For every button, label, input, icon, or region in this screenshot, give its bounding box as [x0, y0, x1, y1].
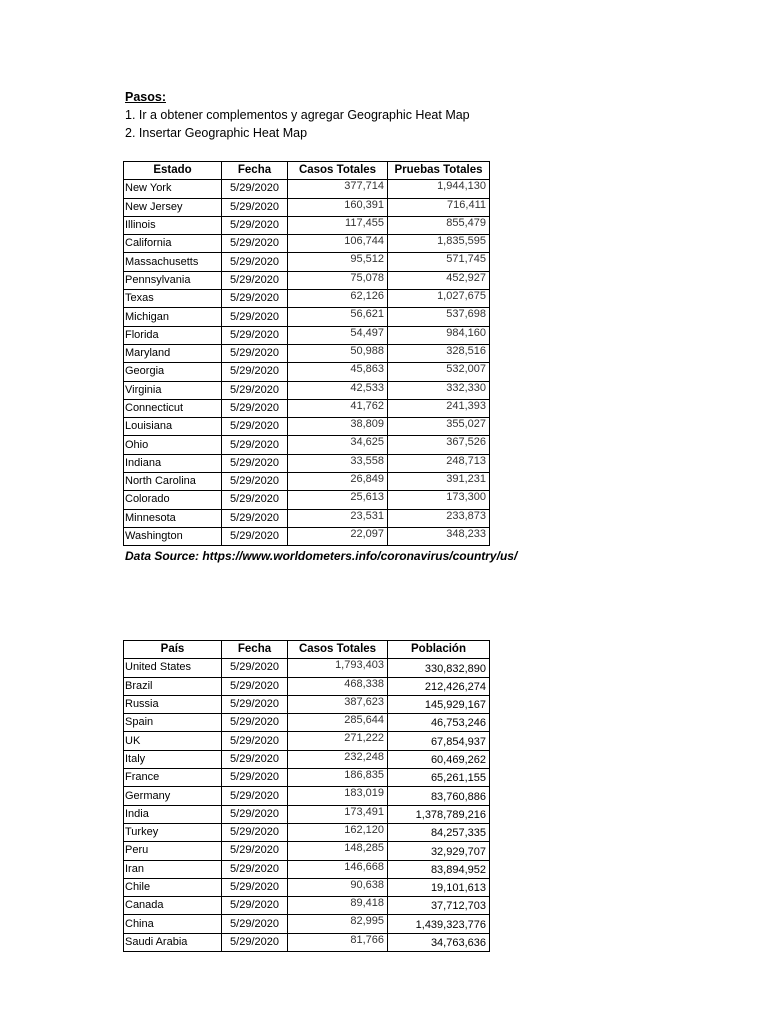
cell-name: New Jersey: [124, 198, 222, 216]
country-row: [124, 823, 490, 841]
cell-name: Saudi Arabia: [124, 933, 222, 951]
cell-name: Louisiana: [124, 418, 222, 436]
cell-last-value: 65,261,155: [388, 769, 490, 787]
header-fecha: Fecha: [222, 641, 288, 659]
country-row: [124, 732, 490, 750]
countries-header-row: [124, 641, 490, 659]
cell-date: 5/29/2020: [222, 418, 288, 436]
cell-total-cases: 106,744: [288, 235, 388, 253]
state-row: [124, 381, 490, 399]
cell-name: New York: [124, 180, 222, 198]
cell-total-cases: 26,849: [288, 473, 388, 491]
state-row: [124, 363, 490, 381]
cell-total-cases: 22,097: [288, 527, 388, 545]
cell-last-value: 83,894,952: [388, 860, 490, 878]
cell-date: 5/29/2020: [222, 860, 288, 878]
cell-date: 5/29/2020: [222, 769, 288, 787]
country-row: [124, 695, 490, 713]
cell-last-value: 248,713: [388, 454, 490, 472]
cell-last-value: 1,378,789,216: [388, 805, 490, 823]
steps-block: [125, 88, 470, 142]
cell-name: Iran: [124, 860, 222, 878]
step-item-1: 1. Ir a obtener complementos y agregar Geographic Heat Map: [125, 108, 470, 122]
cell-last-value: 83,760,886: [388, 787, 490, 805]
cell-name: Massachusetts: [124, 253, 222, 271]
cell-last-value: 34,763,636: [388, 933, 490, 951]
cell-name: Turkey: [124, 823, 222, 841]
state-row: [124, 473, 490, 491]
cell-total-cases: 34,625: [288, 436, 388, 454]
country-row: [124, 659, 490, 677]
cell-date: 5/29/2020: [222, 344, 288, 362]
cell-date: 5/29/2020: [222, 363, 288, 381]
cell-total-cases: 56,621: [288, 308, 388, 326]
country-row: [124, 750, 490, 768]
cell-date: 5/29/2020: [222, 216, 288, 234]
cell-name: Connecticut: [124, 399, 222, 417]
cell-name: Indiana: [124, 454, 222, 472]
cell-total-cases: 75,078: [288, 271, 388, 289]
state-row: [124, 454, 490, 472]
cell-last-value: 571,745: [388, 253, 490, 271]
cell-total-cases: 38,809: [288, 418, 388, 436]
header-pais: País: [124, 641, 222, 659]
country-row: [124, 714, 490, 732]
cell-last-value: 84,257,335: [388, 823, 490, 841]
header-casos-totales: Casos Totales: [288, 641, 388, 659]
cell-name: Washington: [124, 527, 222, 545]
state-row: [124, 326, 490, 344]
cell-last-value: 328,516: [388, 344, 490, 362]
cell-name: Pennsylvania: [124, 271, 222, 289]
cell-name: Virginia: [124, 381, 222, 399]
cell-name: Florida: [124, 326, 222, 344]
cell-date: 5/29/2020: [222, 235, 288, 253]
cell-total-cases: 285,644: [288, 714, 388, 732]
cell-last-value: 537,698: [388, 308, 490, 326]
cell-name: Illinois: [124, 216, 222, 234]
state-row: [124, 290, 490, 308]
cell-date: 5/29/2020: [222, 290, 288, 308]
cell-name: China: [124, 915, 222, 933]
header-fecha: Fecha: [222, 162, 288, 180]
cell-date: 5/29/2020: [222, 509, 288, 527]
cell-last-value: 233,873: [388, 509, 490, 527]
cell-total-cases: 95,512: [288, 253, 388, 271]
cell-last-value: 1,835,595: [388, 235, 490, 253]
country-row: [124, 933, 490, 951]
states-table-body: [124, 180, 490, 546]
cell-name: France: [124, 769, 222, 787]
cell-total-cases: 89,418: [288, 897, 388, 915]
cell-last-value: 532,007: [388, 363, 490, 381]
cell-last-value: 173,300: [388, 491, 490, 509]
cell-date: 5/29/2020: [222, 436, 288, 454]
countries-table-body: [124, 659, 490, 952]
cell-last-value: 32,929,707: [388, 842, 490, 860]
state-row: [124, 180, 490, 198]
cell-date: 5/29/2020: [222, 677, 288, 695]
cell-total-cases: 186,835: [288, 769, 388, 787]
cell-total-cases: 45,863: [288, 363, 388, 381]
cell-last-value: 46,753,246: [388, 714, 490, 732]
state-row: [124, 271, 490, 289]
cell-date: 5/29/2020: [222, 915, 288, 933]
cell-last-value: 67,854,937: [388, 732, 490, 750]
cell-last-value: 367,526: [388, 436, 490, 454]
cell-name: Canada: [124, 897, 222, 915]
cell-last-value: 391,231: [388, 473, 490, 491]
states-header-row: [124, 162, 490, 180]
country-row: [124, 897, 490, 915]
cell-date: 5/29/2020: [222, 805, 288, 823]
cell-name: Peru: [124, 842, 222, 860]
cell-name: Brazil: [124, 677, 222, 695]
cell-date: 5/29/2020: [222, 308, 288, 326]
cell-date: 5/29/2020: [222, 473, 288, 491]
cell-total-cases: 82,995: [288, 915, 388, 933]
cell-date: 5/29/2020: [222, 399, 288, 417]
cell-name: UK: [124, 732, 222, 750]
country-row: [124, 878, 490, 896]
cell-total-cases: 54,497: [288, 326, 388, 344]
country-row: [124, 787, 490, 805]
cell-total-cases: 25,613: [288, 491, 388, 509]
cell-total-cases: 81,766: [288, 933, 388, 951]
country-row: [124, 842, 490, 860]
cell-name: Maryland: [124, 344, 222, 362]
cell-last-value: 1,439,323,776: [388, 915, 490, 933]
state-row: [124, 216, 490, 234]
cell-name: Georgia: [124, 363, 222, 381]
cell-total-cases: 146,668: [288, 860, 388, 878]
step-item-2: 2. Insertar Geographic Heat Map: [125, 126, 308, 140]
cell-name: Ohio: [124, 436, 222, 454]
cell-total-cases: 90,638: [288, 878, 388, 896]
header-poblacion: Población: [388, 641, 490, 659]
header-estado: Estado: [124, 162, 222, 180]
cell-total-cases: 183,019: [288, 787, 388, 805]
cell-last-value: 348,233: [388, 527, 490, 545]
country-row: [124, 915, 490, 933]
state-row: [124, 491, 490, 509]
countries-table: [123, 640, 490, 952]
state-row: [124, 399, 490, 417]
cell-total-cases: 62,126: [288, 290, 388, 308]
cell-last-value: 332,330: [388, 381, 490, 399]
cell-date: 5/29/2020: [222, 527, 288, 545]
cell-name: Spain: [124, 714, 222, 732]
cell-total-cases: 377,714: [288, 180, 388, 198]
cell-total-cases: 271,222: [288, 732, 388, 750]
cell-total-cases: 117,455: [288, 216, 388, 234]
country-row: [124, 805, 490, 823]
cell-name: Colorado: [124, 491, 222, 509]
cell-total-cases: 468,338: [288, 677, 388, 695]
cell-total-cases: 50,988: [288, 344, 388, 362]
cell-name: Russia: [124, 695, 222, 713]
country-row: [124, 769, 490, 787]
cell-name: Germany: [124, 787, 222, 805]
state-row: [124, 344, 490, 362]
cell-date: 5/29/2020: [222, 491, 288, 509]
state-row: [124, 308, 490, 326]
cell-last-value: 145,929,167: [388, 695, 490, 713]
cell-total-cases: 387,623: [288, 695, 388, 713]
cell-last-value: 330,832,890: [388, 659, 490, 677]
country-row: [124, 860, 490, 878]
cell-name: North Carolina: [124, 473, 222, 491]
cell-last-value: 19,101,613: [388, 878, 490, 896]
cell-name: California: [124, 235, 222, 253]
data-source-note: Data Source: https://www.worldometers.info/coronavirus/country/us/: [125, 549, 518, 563]
cell-date: 5/29/2020: [222, 933, 288, 951]
steps-title: Pasos:: [125, 90, 166, 104]
cell-date: 5/29/2020: [222, 842, 288, 860]
state-row: [124, 509, 490, 527]
cell-total-cases: 42,533: [288, 381, 388, 399]
cell-total-cases: 148,285: [288, 842, 388, 860]
cell-name: Texas: [124, 290, 222, 308]
country-row: [124, 677, 490, 695]
cell-date: 5/29/2020: [222, 695, 288, 713]
cell-total-cases: 160,391: [288, 198, 388, 216]
state-row: [124, 235, 490, 253]
cell-last-value: 1,944,130: [388, 180, 490, 198]
cell-total-cases: 162,120: [288, 823, 388, 841]
cell-last-value: 984,160: [388, 326, 490, 344]
state-row: [124, 527, 490, 545]
state-row: [124, 253, 490, 271]
cell-last-value: 60,469,262: [388, 750, 490, 768]
cell-name: Chile: [124, 878, 222, 896]
cell-last-value: 37,712,703: [388, 897, 490, 915]
cell-date: 5/29/2020: [222, 732, 288, 750]
cell-name: United States: [124, 659, 222, 677]
cell-date: 5/29/2020: [222, 714, 288, 732]
cell-date: 5/29/2020: [222, 878, 288, 896]
cell-total-cases: 173,491: [288, 805, 388, 823]
cell-last-value: 716,411: [388, 198, 490, 216]
cell-date: 5/29/2020: [222, 823, 288, 841]
cell-date: 5/29/2020: [222, 897, 288, 915]
cell-total-cases: 23,531: [288, 509, 388, 527]
cell-date: 5/29/2020: [222, 180, 288, 198]
cell-last-value: 241,393: [388, 399, 490, 417]
cell-date: 5/29/2020: [222, 787, 288, 805]
cell-date: 5/29/2020: [222, 381, 288, 399]
cell-date: 5/29/2020: [222, 253, 288, 271]
cell-date: 5/29/2020: [222, 659, 288, 677]
cell-total-cases: 1,793,403: [288, 659, 388, 677]
cell-last-value: 452,927: [388, 271, 490, 289]
cell-name: India: [124, 805, 222, 823]
cell-last-value: 355,027: [388, 418, 490, 436]
cell-total-cases: 33,558: [288, 454, 388, 472]
state-row: [124, 198, 490, 216]
cell-date: 5/29/2020: [222, 750, 288, 768]
cell-date: 5/29/2020: [222, 198, 288, 216]
cell-last-value: 1,027,675: [388, 290, 490, 308]
states-table: [123, 161, 490, 546]
cell-date: 5/29/2020: [222, 454, 288, 472]
cell-date: 5/29/2020: [222, 271, 288, 289]
cell-last-value: 212,426,274: [388, 677, 490, 695]
cell-name: Michigan: [124, 308, 222, 326]
cell-date: 5/29/2020: [222, 326, 288, 344]
header-casos-totales: Casos Totales: [288, 162, 388, 180]
cell-total-cases: 41,762: [288, 399, 388, 417]
cell-name: Minnesota: [124, 509, 222, 527]
state-row: [124, 418, 490, 436]
cell-last-value: 855,479: [388, 216, 490, 234]
cell-total-cases: 232,248: [288, 750, 388, 768]
cell-name: Italy: [124, 750, 222, 768]
state-row: [124, 436, 490, 454]
header-pruebas-totales: Pruebas Totales: [388, 162, 490, 180]
